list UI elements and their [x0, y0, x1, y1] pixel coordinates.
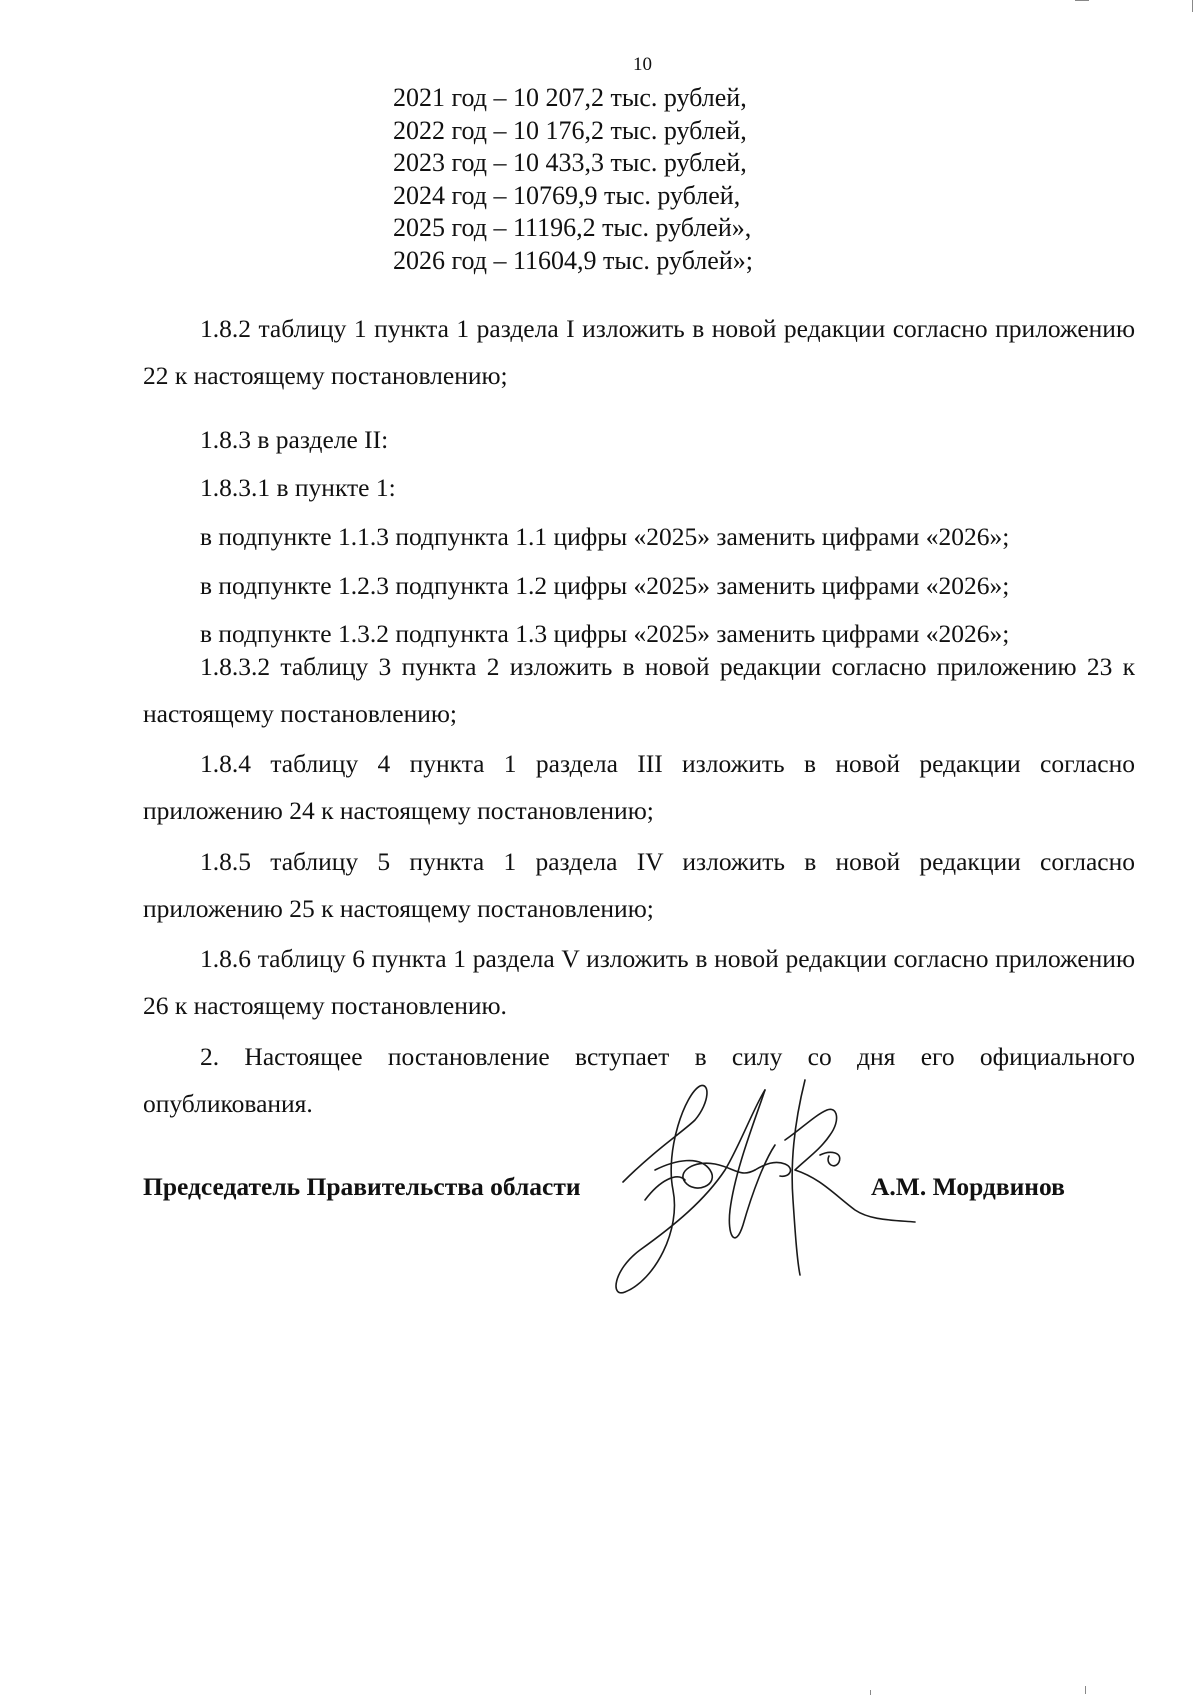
handwritten-signature [615, 1060, 945, 1310]
paragraph-1-8-2: 1.8.2 таблицу 1 пункта 1 раздела I изложить в новой редакции согласно приложению 22 к настоящему постановлению; [143, 314, 1135, 390]
funding-line-2021: 2021 год – 10 207,2 тыс. рублей, [393, 83, 747, 112]
scan-mark-top [1075, 0, 1089, 1]
paragraph-1-8-6: 1.8.6 таблицу 6 пункта 1 раздела V изложить в новой редакции согласно приложению 26 к настоящему постановлению. [143, 944, 1135, 1020]
scan-mark-top-right [1192, 0, 1193, 12]
signer-name: А.М. Мордвинов [871, 1172, 1065, 1201]
funding-line-2025: 2025 год – 11196,2 тыс. рублей», [393, 213, 752, 242]
paragraph-1-8-5: 1.8.5 таблицу 5 пункта 1 раздела IV изложить в новой редакции согласно приложению 25 к настоящему постановлению; [143, 847, 1135, 923]
funding-line-2026: 2026 год – 11604,9 тыс. рублей»; [393, 245, 753, 275]
funding-line-2022: 2022 год – 10 176,2 тыс. рублей, [393, 115, 747, 145]
funding-line-2023: 2023 год – 10 433,3 тыс. рублей, [393, 148, 747, 177]
page-number: 10 [633, 54, 652, 75]
funding-line-2024: 2024 год – 10769,9 тыс. рублей, [393, 180, 741, 210]
subitem-1-2-3: в подпункте 1.2.3 подпункта 1.2 цифры «2025» заменить цифрами «2026»; [200, 571, 1010, 600]
paragraph-1-8-3: 1.8.3 в разделе II: [200, 425, 389, 454]
paragraph-2-effective-date: 2. Настоящее постановление вступает в силу со дня его официального опубликования. [143, 1042, 1135, 1118]
signer-position: Председатель Правительства области [143, 1172, 581, 1201]
scan-mark-bottom-right [1085, 1686, 1086, 1694]
subitem-1-3-2: в подпункте 1.3.2 подпункта 1.3 цифры «2025» заменить цифрами «2026»; [200, 619, 1010, 648]
scan-mark-bottom [870, 1690, 871, 1695]
paragraph-1-8-3-1: 1.8.3.1 в пункте 1: [200, 473, 396, 502]
funding-list [393, 82, 753, 277]
paragraph-1-8-3-2: 1.8.3.2 таблицу 3 пункта 2 изложить в новой редакции согласно приложению 23 к настоящему постановлению; [143, 652, 1135, 728]
paragraph-1-8-4: 1.8.4 таблицу 4 пункта 1 раздела III изложить в новой редакции согласно приложению 24 к настоящему постановлению; [143, 749, 1135, 825]
subitem-1-1-3: в подпункте 1.1.3 подпункта 1.1 цифры «2025» заменить цифрами «2026»; [200, 522, 1010, 551]
